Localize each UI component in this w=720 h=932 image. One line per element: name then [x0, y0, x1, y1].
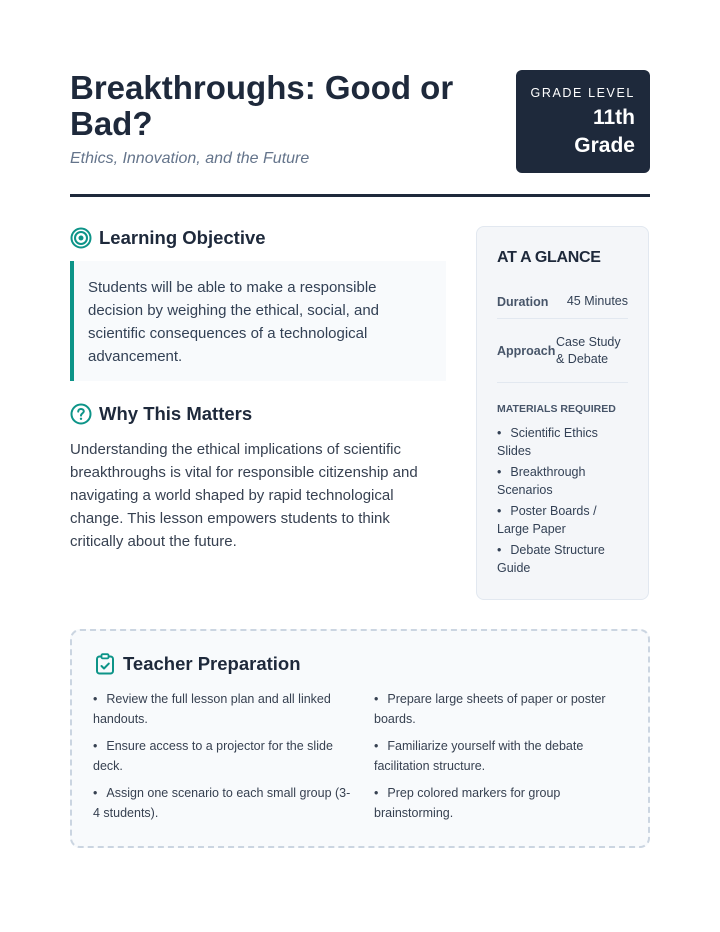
grade-level-badge: [516, 70, 650, 173]
matters-section-header: [70, 403, 252, 425]
duration-label: Duration: [497, 294, 549, 309]
objective-section-header: [70, 227, 266, 249]
page-title: Breakthroughs: Good or Bad?: [70, 69, 454, 142]
matters-text: Understanding the ethical implications of scientific breakthroughs is vital for responsible citizenship and navigating a world shaped by rapid technological change. This lesson empowers students to think critically about the future.: [70, 441, 418, 550]
objective-text: Students will be able to make a responsible decision by weighing the ethical, social, and scientific consequences of a technological advancement.: [88, 279, 380, 365]
duration-row: [497, 291, 628, 319]
page-header: [70, 70, 650, 180]
prep-item: • Familiarize yourself with the debate facilitation structure.: [374, 739, 584, 773]
teacher-prep-panel: [70, 629, 650, 848]
approach-label: Approach: [497, 343, 556, 358]
matters-heading: Why This Matters: [99, 403, 253, 424]
prep-item: • Prep colored markers for group brainstorming.: [374, 786, 561, 820]
objective-heading: Learning Objective: [99, 227, 266, 248]
objective-callout: [70, 261, 446, 381]
material-item: • Scientific Ethics Slides: [497, 426, 598, 458]
prep-item: • Ensure access to a projector for the slide deck.: [93, 739, 333, 773]
prep-item: • Assign one scenario to each small group (3-4 students).: [93, 786, 351, 820]
glance-heading: AT A GLANCE: [497, 249, 601, 266]
prep-list-left: [93, 690, 351, 831]
prep-heading: Teacher Preparation: [123, 653, 301, 674]
material-item: • Poster Boards / Large Paper: [497, 504, 597, 536]
material-item: • Breakthrough Scenarios: [497, 465, 586, 497]
target-icon: [70, 227, 92, 249]
prep-item: • Prepare large sheets of paper or poster boards.: [374, 692, 606, 726]
materials-list: [497, 424, 628, 577]
grade-level-label: GRADE LEVEL: [530, 86, 635, 100]
approach-row: [497, 319, 628, 383]
grade-level-value: 11th Grade: [574, 106, 635, 157]
prep-section-header: [95, 653, 301, 675]
clipboard-check-icon: [95, 653, 115, 675]
material-item: • Debate Structure Guide: [497, 543, 605, 575]
duration-value: 45 Minutes: [566, 294, 628, 308]
question-circle-icon: [70, 403, 92, 425]
materials-label: MATERIALS REQUIRED: [497, 403, 616, 415]
page-subtitle: Ethics, Innovation, and the Future: [70, 150, 310, 167]
header-divider: [70, 194, 650, 197]
at-a-glance-panel: [476, 226, 649, 600]
prep-list-right: [374, 690, 632, 831]
prep-item: • Review the full lesson plan and all linked handouts.: [93, 692, 331, 726]
approach-value: Case Study & Debate: [556, 334, 621, 366]
